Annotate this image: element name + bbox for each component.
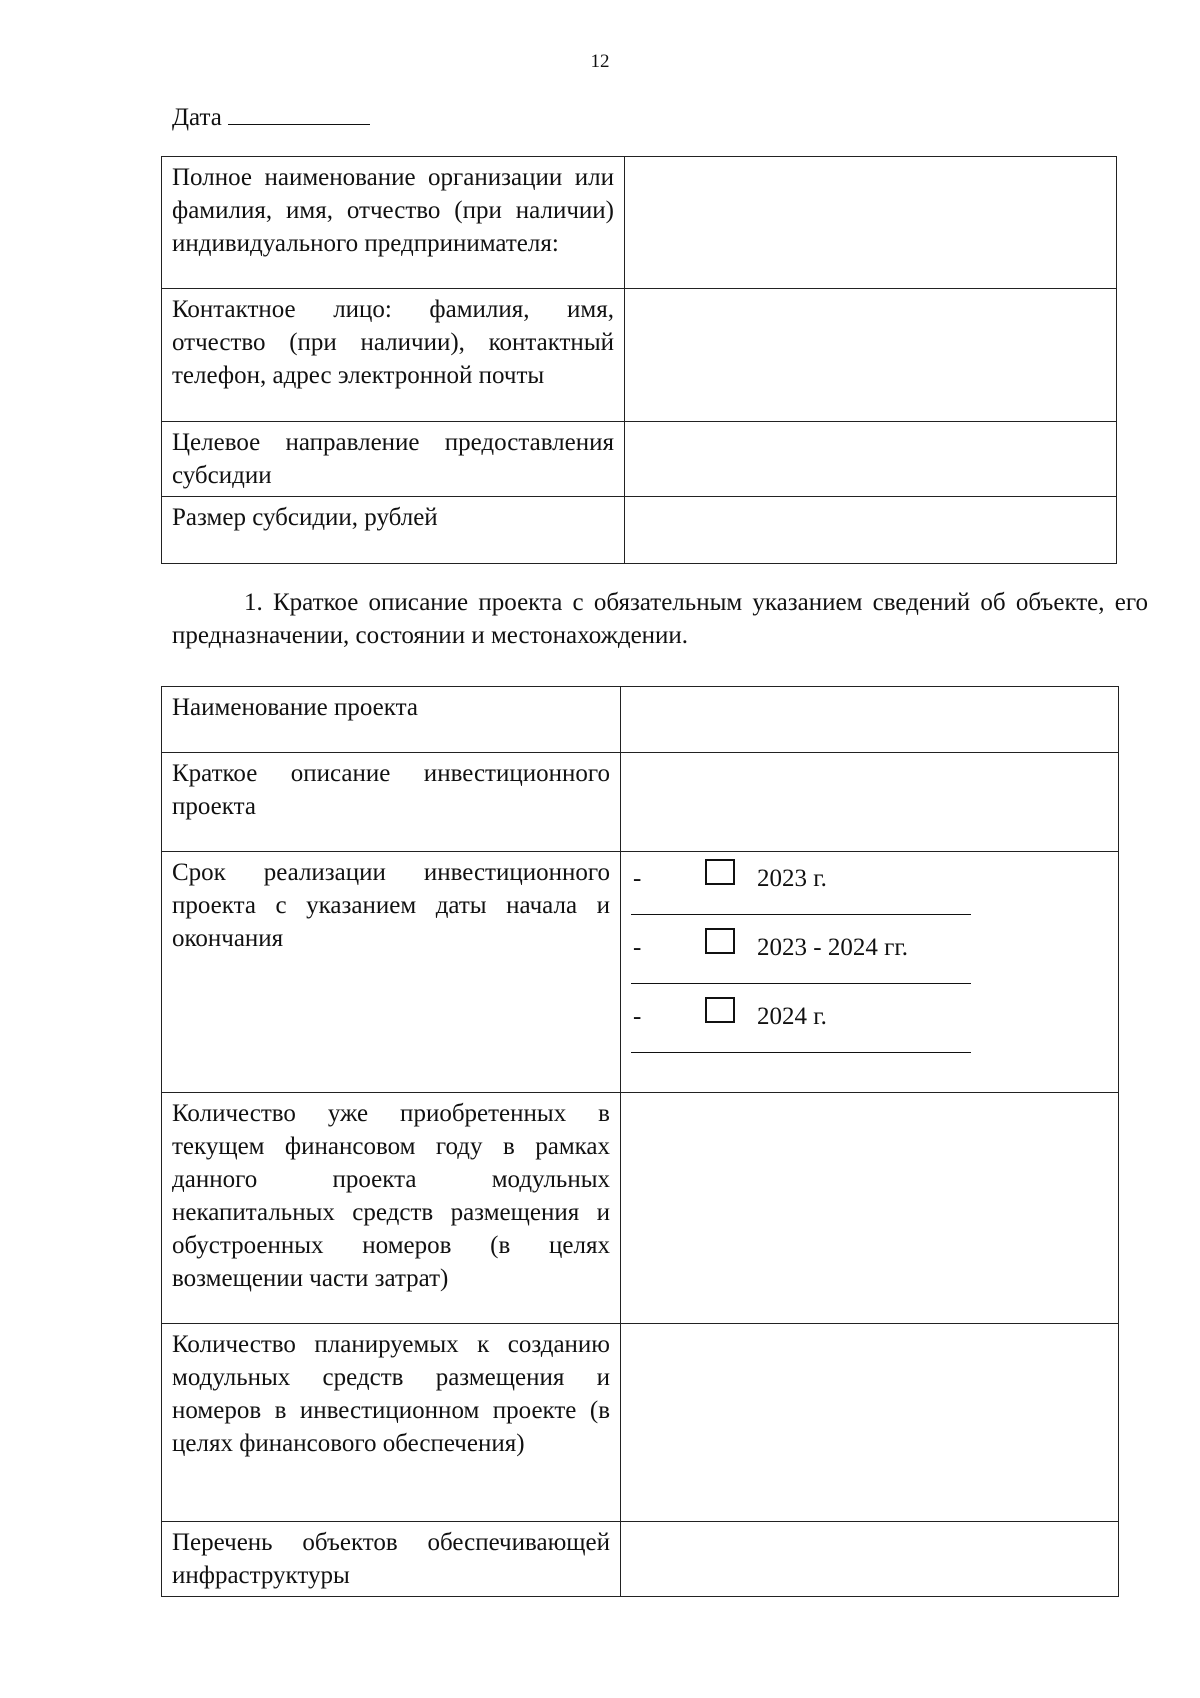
page-number: 12 [590, 51, 610, 72]
option-label: 2023 - 2024 гг. [757, 934, 909, 961]
table-row [162, 289, 1117, 422]
planned-units-field[interactable] [621, 1324, 1119, 1522]
option-underline [631, 983, 971, 984]
organization-name-label: Полное наименование организации или фамилия, имя, отчество (при наличии) индивидуального предпринимателя: [162, 157, 625, 289]
subsidy-amount-label: Размер субсидии, рублей [162, 497, 625, 564]
project-description-label: Краткое описание инвестиционного проекта [162, 753, 621, 852]
option-label: 2023 г. [757, 865, 827, 892]
table-row [162, 1093, 1119, 1324]
date-label: Дата [172, 104, 222, 131]
subsidy-amount-field[interactable] [625, 497, 1117, 564]
term-option-2023-2024 [631, 925, 971, 993]
infrastructure-list-label: Перечень объектов обеспечивающей инфраструктуры [162, 1522, 621, 1597]
term-option-2023 [631, 856, 971, 924]
project-name-field[interactable] [621, 687, 1119, 753]
acquired-units-field[interactable] [621, 1093, 1119, 1324]
option-underline [631, 914, 971, 915]
acquired-units-label: Количество уже приобретенных в текущем финансовом году в рамках данного проекта модульных некапитальных средств размещения и обустроенных номеров (в целях возмещении части затрат) [162, 1093, 621, 1324]
table-row [162, 1324, 1119, 1522]
table-row [162, 852, 1119, 1093]
project-description-field[interactable] [621, 753, 1119, 852]
checkbox-icon[interactable] [705, 997, 735, 1023]
contact-person-label: Контактное лицо: фамилия, имя, отчество (при наличии), контактный телефон, адрес электронной почты [162, 289, 625, 422]
date-blank-line[interactable] [228, 100, 370, 125]
date-field [172, 100, 370, 134]
checkbox-icon[interactable] [705, 928, 735, 954]
table-row [162, 687, 1119, 753]
infrastructure-list-field[interactable] [621, 1522, 1119, 1597]
subsidy-purpose-label: Целевое направление предоставления субсидии [162, 422, 625, 497]
table-row [162, 1522, 1119, 1597]
table-row [162, 497, 1117, 564]
project-term-options [621, 852, 1119, 1093]
table-row [162, 157, 1117, 289]
section-paragraph: 1. Краткое описание проекта с обязательным указанием сведений об объекте, его предназначении, состоянии и местонахождении. [172, 589, 1148, 649]
project-info-table [161, 686, 1119, 1597]
planned-units-label: Количество планируемых к созданию модульных средств размещения и номеров в инвестиционном проекте (в целях финансового обеспечения) [162, 1324, 621, 1522]
checkbox-icon[interactable] [705, 859, 735, 885]
option-label: 2024 г. [757, 1003, 827, 1030]
project-name-label: Наименование проекта [162, 687, 621, 753]
organization-info-table [161, 156, 1117, 564]
subsidy-purpose-field[interactable] [625, 422, 1117, 497]
project-term-label: Срок реализации инвестиционного проекта с указанием даты начала и окончания [162, 852, 621, 1093]
option-dash: - [633, 934, 642, 961]
table-row [162, 422, 1117, 497]
table-row [162, 753, 1119, 852]
option-dash: - [633, 865, 642, 892]
option-dash: - [633, 1003, 642, 1030]
term-option-2024 [631, 994, 971, 1062]
contact-person-field[interactable] [625, 289, 1117, 422]
option-underline [631, 1052, 971, 1053]
organization-name-field[interactable] [625, 157, 1117, 289]
